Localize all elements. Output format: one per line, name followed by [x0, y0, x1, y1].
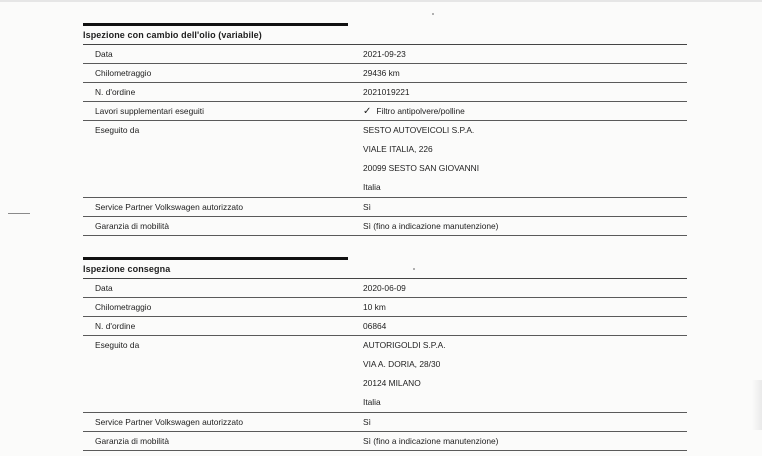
page-margin-mark — [8, 213, 30, 214]
row-performed-by — [83, 121, 687, 198]
section-title: Ispezione con cambio dell'olio (variabile) — [83, 23, 348, 44]
field-label: N. d'ordine — [95, 87, 136, 97]
field-label: Garanzia di mobilità — [95, 221, 170, 231]
row-mobility-guarantee — [83, 217, 687, 236]
row-authorized-partner — [83, 198, 687, 217]
section-header-rule — [83, 23, 687, 45]
page-top-edge — [0, 0, 762, 2]
field-label: Data — [95, 283, 113, 293]
row-mobility-guarantee — [83, 432, 687, 451]
section-title: Ispezione consegna — [83, 257, 348, 278]
row-order-number — [83, 83, 687, 102]
dealer-name: AUTORIGOLDI S.P.A. — [363, 340, 446, 350]
row-date — [83, 45, 687, 64]
field-value: Sì — [363, 417, 371, 427]
field-value: 06864 — [363, 321, 387, 331]
field-label: Chilometraggio — [95, 302, 152, 312]
field-label: Chilometraggio — [95, 68, 152, 78]
dealer-country: Italia — [363, 182, 381, 192]
dealer-street: VIALE ITALIA, 226 — [363, 144, 433, 154]
row-date — [83, 279, 687, 298]
scan-speck — [432, 13, 434, 15]
field-label: Service Partner Volkswagen autorizzato — [95, 417, 244, 427]
field-value: Sì (fino a indicazione manutenzione) — [363, 436, 499, 446]
field-value: 2021-09-23 — [363, 49, 406, 59]
dealer-city: 20099 SESTO SAN GIOVANNI — [363, 163, 480, 173]
page-edge-shadow — [752, 380, 762, 430]
inspection-oil-change-section — [83, 23, 687, 236]
field-value: 2021019221 — [363, 87, 410, 97]
section-header-rule — [83, 257, 687, 279]
field-value: 29436 km — [363, 68, 400, 78]
field-label: Eseguito da — [95, 125, 140, 135]
row-mileage — [83, 298, 687, 317]
checkmark-icon: ✓ — [363, 106, 372, 117]
address-block — [363, 121, 687, 197]
dealer-name: SESTO AUTOVEICOLI S.P.A. — [363, 125, 475, 135]
row-order-number — [83, 317, 687, 336]
field-label: Garanzia di mobilità — [95, 436, 170, 446]
field-label: N. d'ordine — [95, 321, 136, 331]
row-performed-by — [83, 336, 687, 413]
row-mileage — [83, 64, 687, 83]
field-value: 10 km — [363, 302, 386, 312]
dealer-country: Italia — [363, 397, 381, 407]
field-label: Eseguito da — [95, 340, 140, 350]
inspection-delivery-section — [83, 257, 687, 451]
address-block — [363, 336, 687, 412]
dealer-city: 20124 MILANO — [363, 378, 421, 388]
field-label: Lavori supplementari eseguiti — [95, 106, 204, 116]
row-authorized-partner — [83, 413, 687, 432]
field-label: Service Partner Volkswagen autorizzato — [95, 202, 244, 212]
row-additional-work — [83, 102, 687, 121]
field-value: 2020-06-09 — [363, 283, 406, 293]
additional-work-value: Filtro antipolvere/polline — [376, 106, 465, 116]
field-value: Sì — [363, 202, 371, 212]
dealer-street: VIA A. DORIA, 28/30 — [363, 359, 441, 369]
field-value — [363, 102, 687, 120]
field-value: Sì (fino a indicazione manutenzione) — [363, 221, 499, 231]
field-label: Data — [95, 49, 113, 59]
